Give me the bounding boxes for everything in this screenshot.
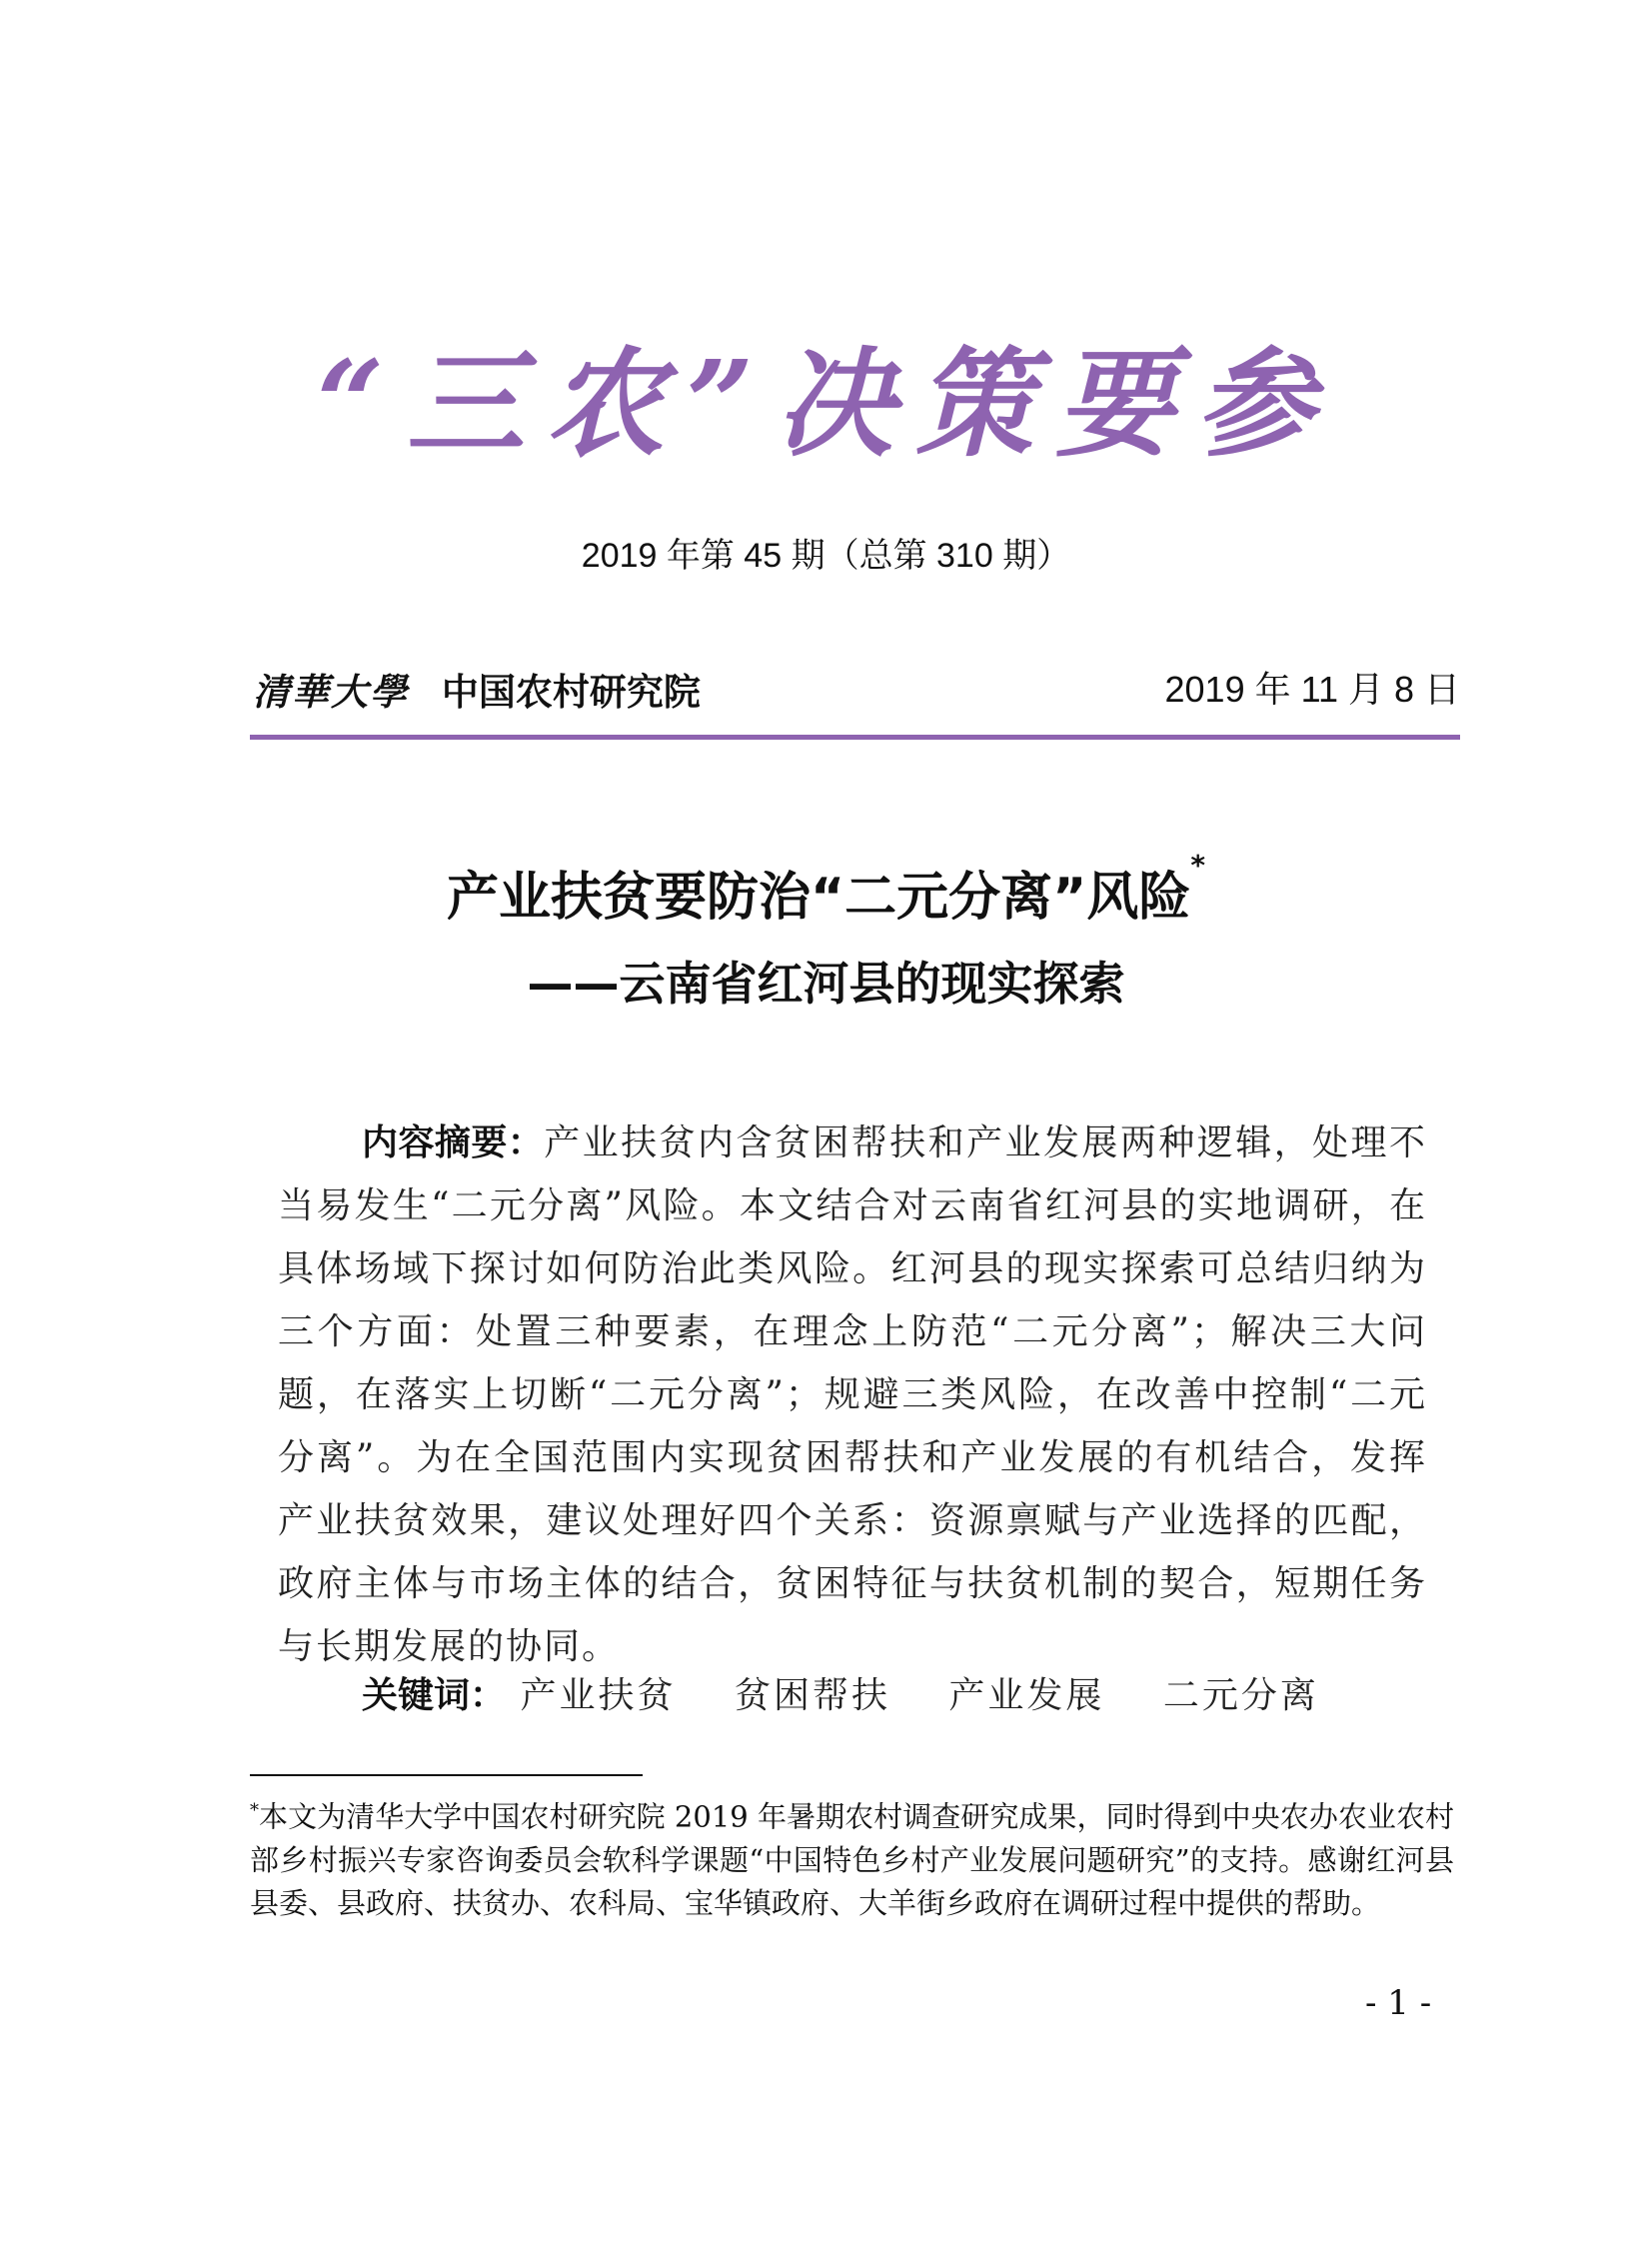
keywords-label: 关键词：: [362, 1675, 507, 1716]
abstract-text: 产业扶贫内含贫困帮扶和产业发展两种逻辑，处理不当易发生“二元分离”风险。本文结合对云南省红河县的实地调研，在具体场域下探讨如何防治此类风险。红河县的现实探索可总结归纳为三个方面：处置三种要素，在理念上防范“二元分离”；解决三大问题，在落实上切断“二元分离”；规避三类风险，在改善中控制“二元分离”。为在全国范围内实现贫困帮扶和产业发展的有机结合，发挥产业扶贫效果，建议处理好四个关系：资源禀赋与产业选择的匹配，政府主体与市场主体的结合，贫困特征与扶贫机制的契合，短期任务与长期发展的协同。: [278, 1122, 1427, 1667]
article-subtitle: ——云南省红河县的现实探索: [527, 957, 1125, 1011]
footnote-mark: *: [250, 1800, 259, 1821]
publish-date: 2019 年 11 月 8 日: [1164, 669, 1460, 710]
university-logo-text: 清華大學: [253, 670, 409, 714]
title-footnote-mark: *: [1190, 849, 1205, 882]
abstract-paragraph: [278, 1112, 1427, 1678]
abstract-label: 内容摘要：: [362, 1122, 545, 1163]
keywords-line: [362, 1667, 1363, 1718]
article-title-text: 产业扶贫要防治“二元分离”风险: [446, 868, 1191, 928]
article-title: [0, 849, 1652, 930]
footnote-divider: [250, 1774, 643, 1776]
keyword: 二元分离: [1162, 1675, 1319, 1716]
masthead-title: “三农”决策要参: [316, 334, 1336, 473]
footnote-text: 本文为清华大学中国农村研究院 2019 年暑期农村调查研究成果，同时得到中央农办农业农村部乡村振兴专家咨询委员会软科学课题“中国特色乡村产业发展问题研究”的支持。感谢红河县县委、县政府、扶贫办、农科局、宝华镇政府、大羊街乡政府在调研过程中提供的帮助。: [250, 1799, 1454, 1920]
page-number: - 1 -: [1365, 1983, 1432, 2023]
header-divider: [250, 735, 1460, 740]
keyword: 贫困帮扶: [734, 1675, 890, 1716]
issue-number: 2019 年第 45 期（总第 310 期）: [581, 537, 1071, 575]
keyword: 产业发展: [948, 1675, 1105, 1716]
publisher-org: [253, 662, 701, 716]
footnote: [250, 1789, 1454, 1925]
institute-name: 中国农村研究院: [441, 671, 701, 714]
keyword: 产业扶贫: [520, 1675, 677, 1716]
